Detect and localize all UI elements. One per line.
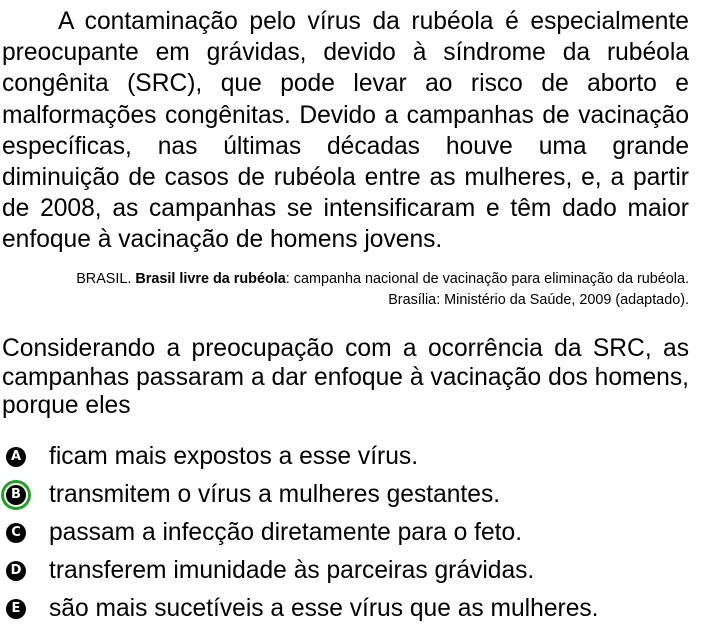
option-c-text: passam a infecção diretamente para o feto. <box>49 519 523 546</box>
option-e-text: são mais sucetíveis a esse vírus que as mulheres. <box>49 595 599 622</box>
option-a-letter: A <box>6 447 26 467</box>
question-stem: Considerando a preocupação com a ocorrência da SRC, as campanhas passaram a dar enfoque à vacinação dos homens, porque eles <box>2 335 689 419</box>
citation-rest: : campanha nacional de vacinação para eliminação da rubéola. Brasília: Ministério da Saúde, 2009 (adaptado). <box>285 271 689 308</box>
option-b-text: transmitem o vírus a mulheres gestantes. <box>49 481 501 508</box>
option-d-text: transferem imunidade às parceiras grávidas. <box>49 557 535 584</box>
passage-text: A contaminação pelo vírus da rubéola é especialmente preocupante em grávidas, devido à síndrome da rubéola congênita (SRC), que pode levar ao risco de aborto e malformações congênitas. Devido a campanhas de vacinação específicas, nas últimas décadas houve uma grande diminuição de casos de rubéola entre as mulheres, e, a partir de 2008, as campanhas se intensificaram e têm dado maior enfoque à vacinação de homens jovens. <box>2 8 689 254</box>
option-a[interactable] <box>0 438 701 476</box>
citation-author: BRASIL. <box>76 271 132 287</box>
option-c[interactable] <box>0 514 701 552</box>
option-e[interactable] <box>0 590 701 628</box>
option-e-letter: E <box>6 599 26 619</box>
option-b[interactable] <box>0 476 701 514</box>
option-c-letter: C <box>6 523 26 543</box>
option-b-letter: B <box>6 485 26 505</box>
option-d[interactable] <box>0 552 701 590</box>
citation-title: Brasil livre da rubéola <box>135 271 286 287</box>
option-a-text: ficam mais expostos a esse vírus. <box>49 443 419 470</box>
option-d-letter: D <box>6 561 26 581</box>
citation <box>40 269 689 311</box>
answer-options <box>0 438 701 628</box>
